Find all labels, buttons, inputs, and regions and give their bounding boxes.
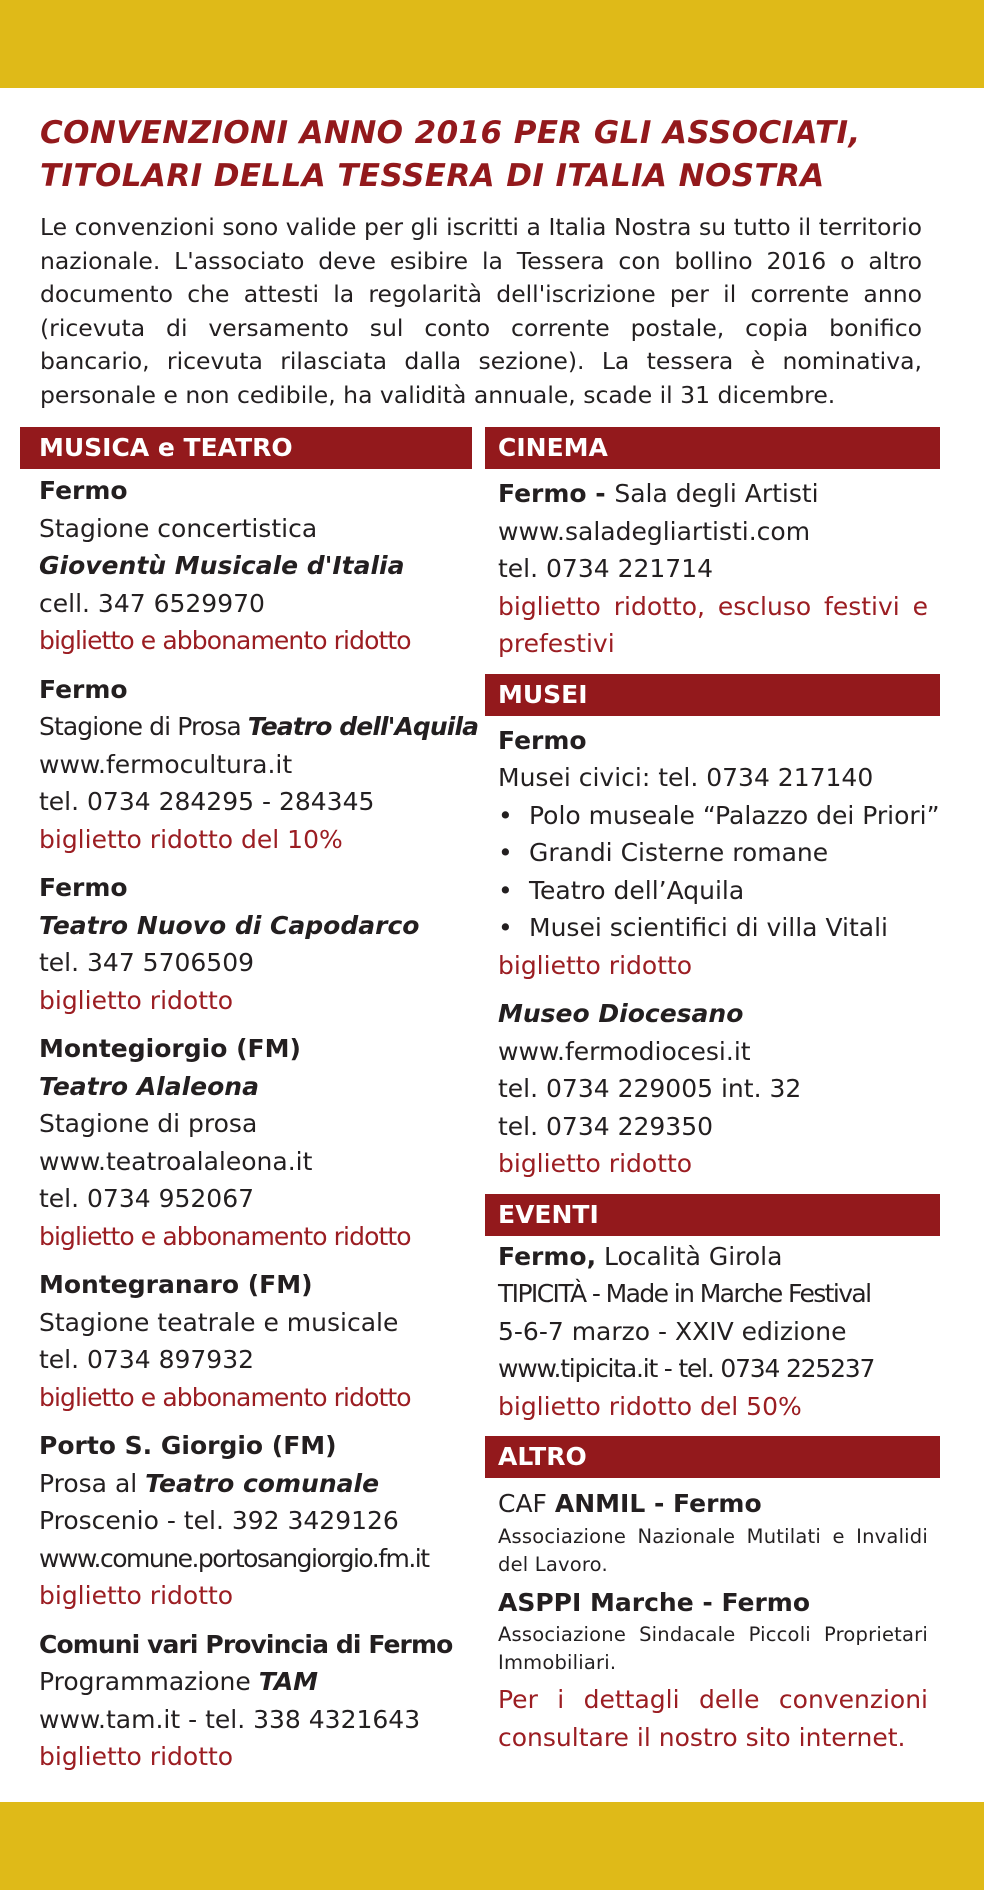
bullet-icon: •: [498, 913, 513, 942]
entry-city: Fermo: [39, 674, 128, 704]
entry-teatro-aquila: [20, 671, 479, 859]
entry-altro: [485, 1485, 940, 1756]
entry-offer: biglietto e abbonamento ridotto: [39, 1382, 411, 1412]
bullet-icon: •: [498, 875, 513, 905]
entry-venue: Gioventù Musicale d'Italia: [39, 551, 405, 580]
entry-venue: TAM: [258, 1667, 319, 1696]
entry-city: Fermo: [498, 725, 587, 755]
entry-website: www.saladegliartisti.com: [498, 516, 811, 546]
top-color-band: [0, 0, 984, 88]
entry-text: Programmazione: [39, 1667, 259, 1696]
entry-description: Associazione Nazionale Mutilati e Invalidi del Lavoro.: [498, 1524, 928, 1576]
entry-website: www.fermodiocesi.it: [498, 1036, 751, 1066]
entry-city: Montegiorgio (FM): [39, 1034, 301, 1063]
entry-porto-san-giorgio: [20, 1427, 472, 1615]
list-item: [498, 909, 928, 947]
list-item-label: Teatro dell’Aquila: [529, 875, 745, 905]
entry-sala-artisti: [485, 475, 940, 663]
entry-text: Prosa al: [39, 1468, 146, 1498]
bottom-color-band: [0, 1802, 984, 1890]
entry-line: [39, 708, 479, 746]
closing-note: Per i dettagli delle convenzioni consultare il nostro sito internet.: [498, 1685, 928, 1752]
entry-city: Fermo,: [498, 1241, 597, 1271]
entry-teatro-alaleona: [20, 1030, 472, 1255]
entry-phone: www.tam.it - tel. 338 4321643: [39, 1704, 421, 1734]
entry-phone: tel. 347 5706509: [39, 948, 255, 977]
entry-line: [39, 1465, 472, 1503]
section-header-eventi: EVENTI: [485, 1194, 940, 1236]
entry-title: [498, 475, 928, 513]
entry-description: Associazione Sindacale Piccoli Proprietari Immobiliari.: [498, 1623, 928, 1674]
entry-phone: tel. 0734 897932: [39, 1345, 255, 1374]
entry-offer: biglietto ridotto: [39, 1581, 234, 1610]
entry-line: 5-6-7 marzo - XXIV edizione: [498, 1316, 847, 1346]
entry-offer: biglietto e abbonamento ridotto: [39, 626, 411, 655]
entry-offer: biglietto ridotto del 10%: [39, 824, 343, 854]
entry-phone: tel. 0734 229005 int. 32: [498, 1074, 802, 1103]
entry-city: Fermo -: [498, 479, 615, 508]
entry-text: Stagione di Prosa: [39, 712, 248, 741]
list-item: [498, 872, 928, 910]
entry-city: Fermo: [39, 476, 128, 505]
column-right: [485, 427, 940, 1756]
entry-phone: Proscenio - tel. 392 3429126: [39, 1506, 399, 1535]
entry-venue: ANMIL - Fermo: [554, 1489, 762, 1518]
entry-teatro-capodarco: [20, 869, 472, 1019]
entry-line: Stagione di prosa: [39, 1109, 258, 1138]
entry-venue: Teatro comunale: [145, 1468, 380, 1498]
entry-city: Comuni vari Provincia di Fermo: [39, 1629, 453, 1659]
entry-place: Località Girola: [596, 1241, 783, 1271]
list-item: [498, 797, 940, 835]
entry-montegranaro: [20, 1266, 472, 1416]
list-item-label: Grandi Cisterne romane: [529, 838, 829, 867]
section-header-altro: ALTRO: [485, 1436, 940, 1478]
list-item-label: Polo museale “Palazzo dei Priori”: [529, 800, 940, 830]
list-item-label: Musei scientifici di villa Vitali: [529, 913, 888, 942]
entry-venue: Sala degli Artisti: [614, 479, 819, 508]
entry-line: Musei civici: tel. 0734 217140: [498, 763, 874, 792]
entry-city: Montegranaro (FM): [39, 1270, 313, 1299]
section-header-musei: MUSEI: [485, 674, 940, 716]
entry-line: Stagione teatrale e musicale: [39, 1307, 399, 1337]
entry-phone: tel. 0734 221714: [498, 554, 714, 583]
entry-tipicita: [485, 1238, 940, 1426]
entry-title: ASPPI Marche - Fermo: [498, 1587, 811, 1617]
bullet-icon: •: [498, 838, 513, 867]
title-line-1: CONVENZIONI ANNO 2016 PER GLI ASSOCIATI,: [40, 115, 861, 151]
entry-text: CAF: [498, 1489, 555, 1518]
column-left: [20, 427, 479, 1776]
entry-phone: tel. 0734 284295 - 284345: [39, 787, 375, 816]
entry-website: www.teatroalaleona.it: [39, 1146, 313, 1176]
entry-offer: biglietto ridotto: [498, 1149, 693, 1178]
entry-venue: Teatro Nuovo di Capodarco: [39, 910, 420, 940]
entry-gioventu-musicale: [20, 472, 472, 660]
section-header-cinema: CINEMA: [485, 427, 940, 469]
entry-website: www.tipicita.it - tel. 0734 225237: [498, 1354, 875, 1383]
entry-offer: biglietto ridotto: [39, 1742, 234, 1771]
entry-musei-civici: [485, 722, 940, 985]
entry-museo-diocesano: [485, 995, 940, 1183]
entry-offer: biglietto ridotto: [39, 985, 234, 1015]
entry-title: [498, 1238, 928, 1276]
section-header-musica-teatro: MUSICA e TEATRO: [20, 427, 472, 469]
entry-phone: tel. 0734 952067: [39, 1184, 255, 1213]
entry-website: www.comune.portosangiorgio.fm.it: [39, 1543, 429, 1573]
entry-tam: [20, 1626, 472, 1776]
entry-title: [498, 1485, 928, 1523]
entry-venue: Teatro dell'Aquila: [247, 712, 479, 741]
entry-line: Stagione concertistica: [39, 513, 318, 543]
entry-line: [39, 1663, 472, 1701]
entry-website: www.fermocultura.it: [39, 749, 293, 779]
entry-phone: cell. 347 6529970: [39, 588, 265, 618]
title-line-2: TITOLARI DELLA TESSERA DI ITALIA NOSTRA: [40, 158, 825, 194]
entry-line: TIPICITÀ - Made in Marche Festival: [498, 1279, 871, 1308]
entry-offer: biglietto ridotto: [498, 950, 693, 980]
intro-paragraph: Le convenzioni sono valide per gli iscritti a Italia Nostra su tutto il territorio nazionale. L'associato deve esibire la Tessera con bollino 2016 o altro documento che attesti la regolarità dell'iscrizione per il corrente anno (ricevuta di versamento sul conto corrente postale, copia bonifico bancario, ricevuta rilasciata dalla sezione). La tessera è nominativa, personale e non cedibile, ha validità annuale, scade il 31 dicembre.: [40, 213, 922, 409]
entry-city: Porto S. Giorgio (FM): [39, 1431, 337, 1460]
entry-venue: Teatro Alaleona: [39, 1071, 259, 1101]
list-item: [498, 834, 928, 872]
entry-offer: biglietto ridotto del 50%: [498, 1391, 802, 1421]
bullet-icon: •: [498, 800, 513, 830]
entry-offer: biglietto e abbonamento ridotto: [39, 1221, 411, 1251]
page-title: [40, 112, 960, 198]
entry-city: Fermo: [39, 873, 128, 902]
entry-phone: tel. 0734 229350: [498, 1111, 714, 1141]
entry-venue: Museo Diocesano: [498, 999, 744, 1028]
entry-offer: biglietto ridotto, escluso festivi e prefestivi: [498, 591, 928, 658]
